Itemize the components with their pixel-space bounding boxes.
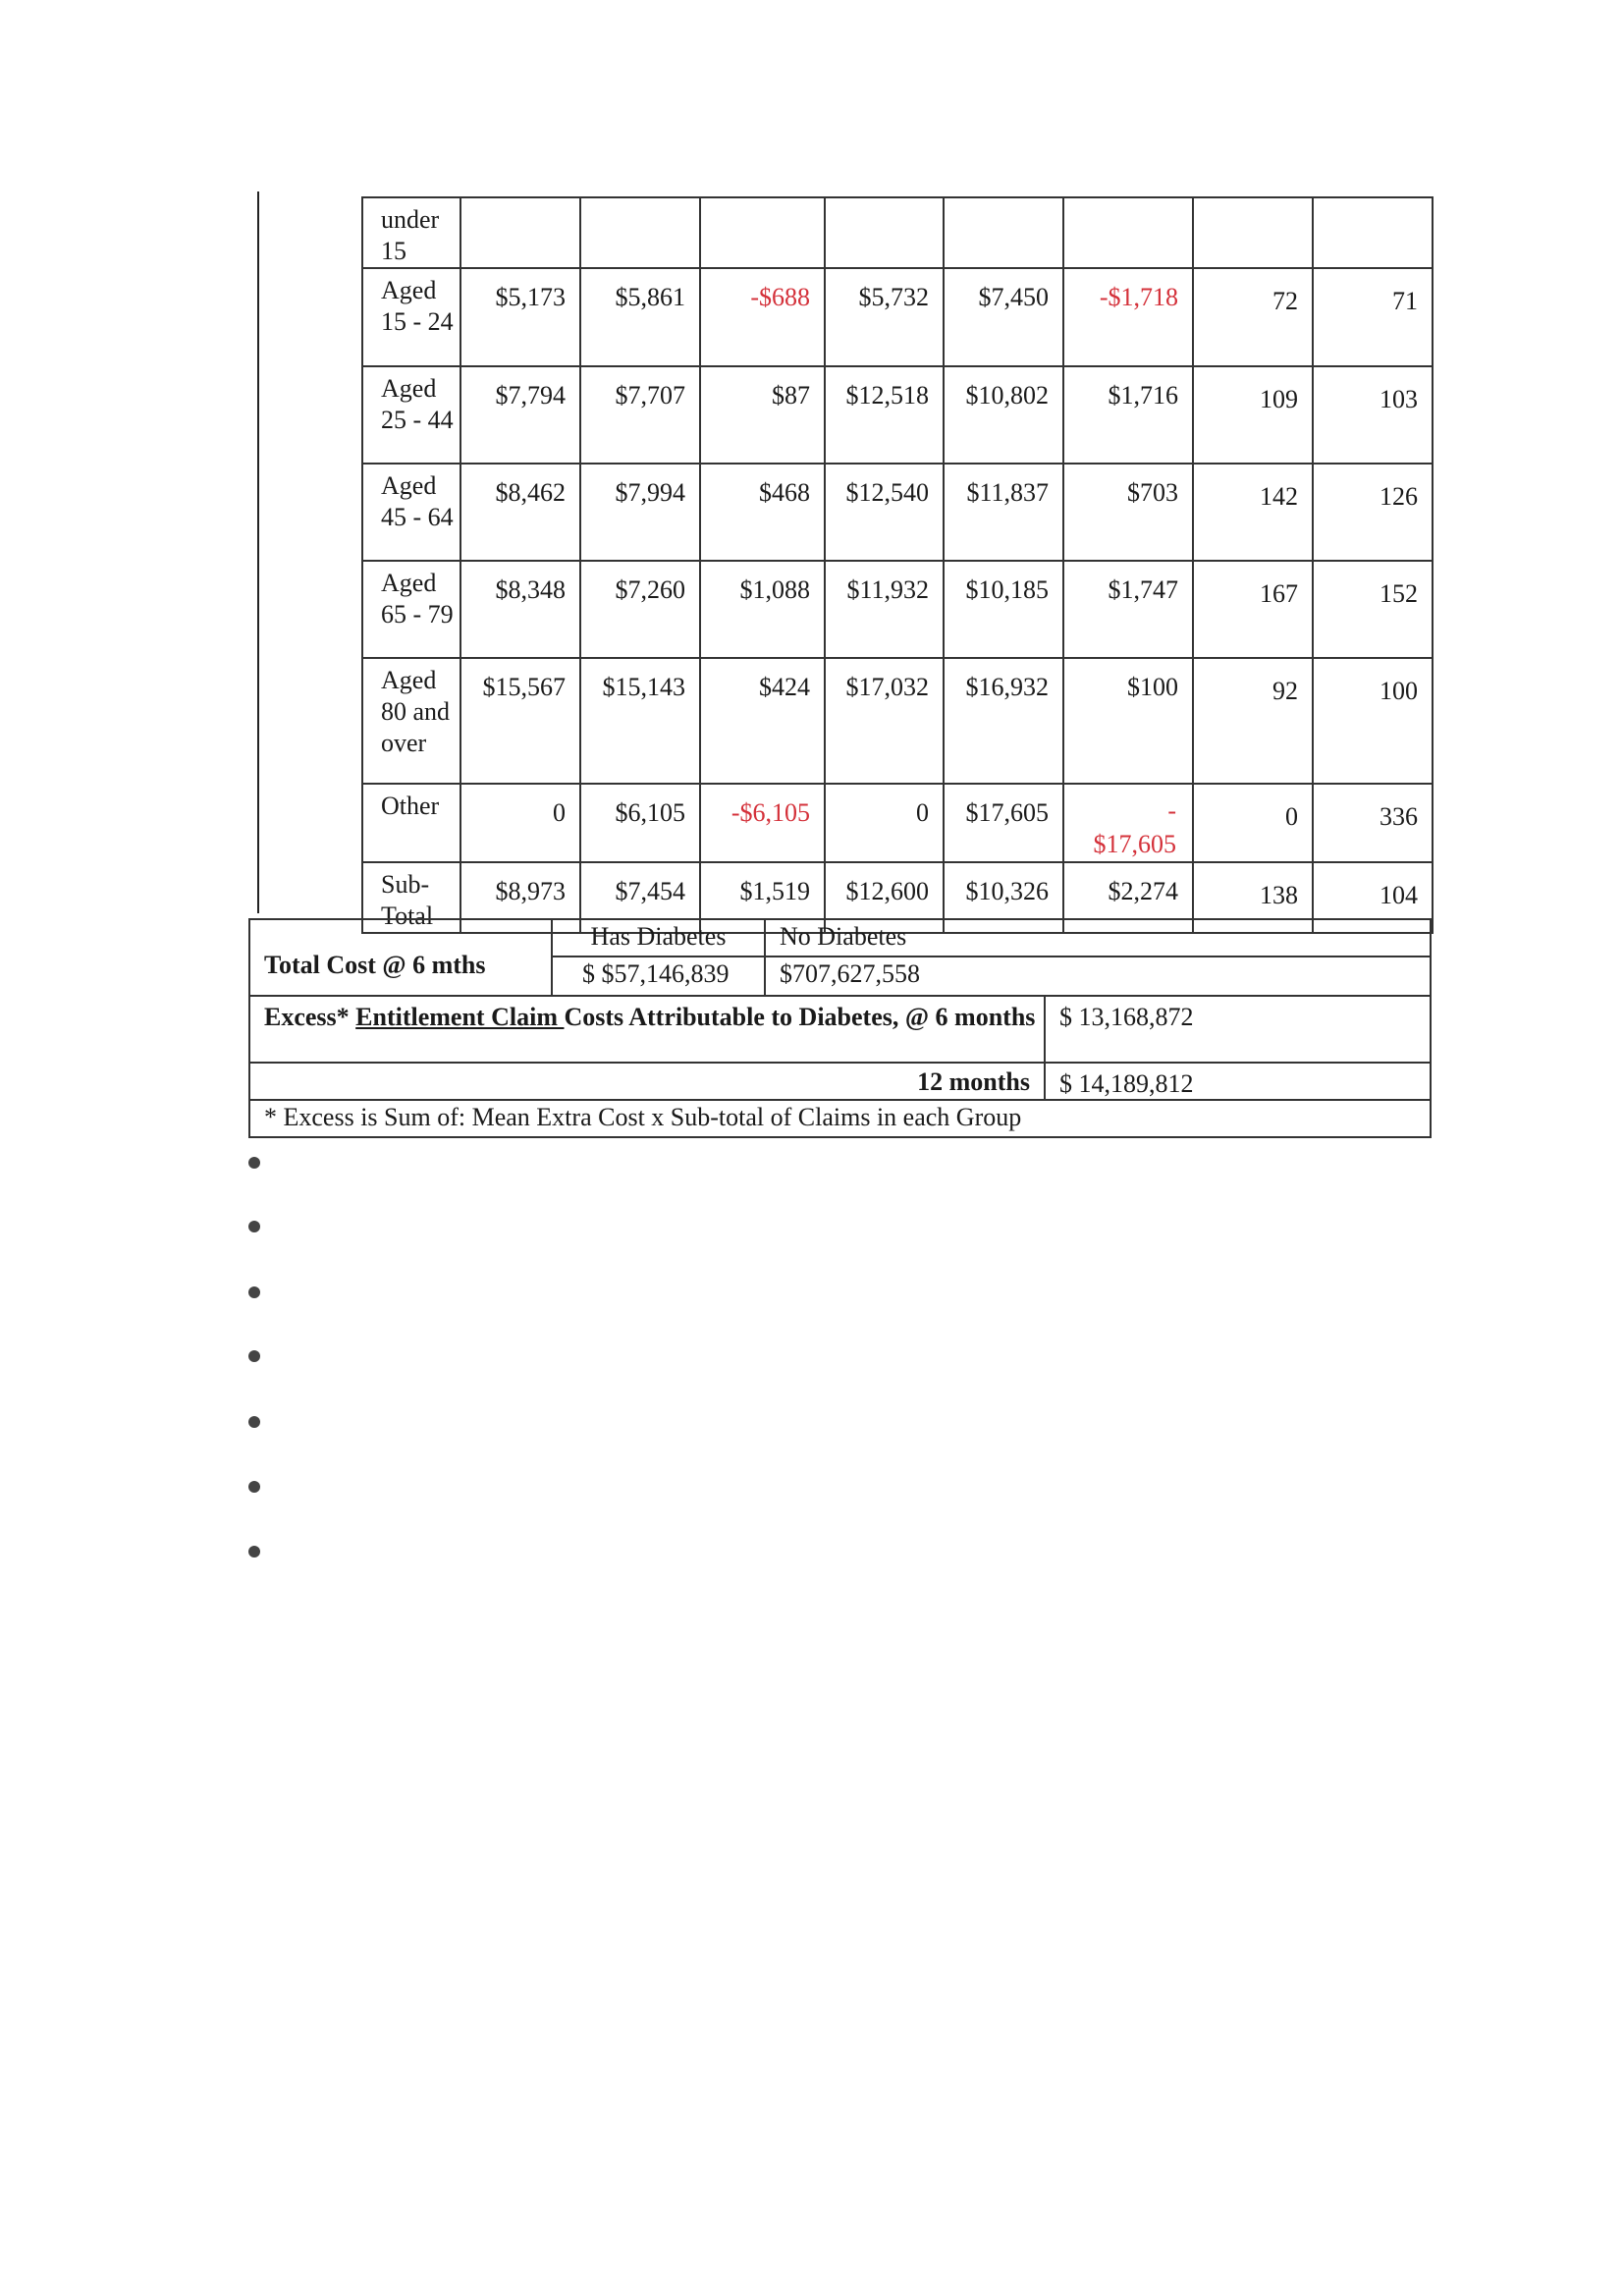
cell-count: 104 bbox=[1313, 862, 1433, 933]
cell: $15,143 bbox=[580, 658, 700, 784]
cell: $12,600 bbox=[825, 862, 944, 933]
has-diabetes-header: Has Diabetes bbox=[552, 919, 765, 957]
cell: $424 bbox=[700, 658, 825, 784]
cell: $12,540 bbox=[825, 464, 944, 561]
table-row bbox=[362, 268, 1433, 366]
bullet-icon bbox=[248, 1286, 260, 1298]
cell: $7,260 bbox=[580, 561, 700, 658]
cell: $87 bbox=[700, 366, 825, 464]
no-diabetes-header: No Diabetes bbox=[765, 919, 1431, 957]
row-label: Aged 45 - 64 bbox=[362, 464, 460, 561]
cell: $6,105 bbox=[580, 784, 700, 862]
cell-negative: -$688 bbox=[700, 268, 825, 366]
cell-negative bbox=[1063, 784, 1193, 862]
footnote: * Excess is Sum of: Mean Extra Cost x Sub-total of Claims in each Group bbox=[249, 1100, 1431, 1137]
bullet-icon bbox=[248, 1416, 260, 1428]
cell-count: 126 bbox=[1313, 464, 1433, 561]
cell: $15,567 bbox=[460, 658, 580, 784]
cell: $7,794 bbox=[460, 366, 580, 464]
row-label: Aged 65 - 79 bbox=[362, 561, 460, 658]
cell: $2,274 bbox=[1063, 862, 1193, 933]
cell-count: 0 bbox=[1193, 784, 1313, 862]
table-row bbox=[362, 658, 1433, 784]
cell: $1,747 bbox=[1063, 561, 1193, 658]
no-diabetes-value: $707,627,558 bbox=[765, 957, 1431, 996]
negative-amount: $17,605 bbox=[1093, 830, 1176, 858]
cell-count: 142 bbox=[1193, 464, 1313, 561]
row-label: Other bbox=[362, 784, 460, 862]
table-row bbox=[249, 919, 1431, 957]
cell-count: 103 bbox=[1313, 366, 1433, 464]
total-cost-label: Total Cost @ 6 mths bbox=[249, 919, 552, 996]
cell-negative: -$6,105 bbox=[700, 784, 825, 862]
cell-count: 100 bbox=[1313, 658, 1433, 784]
cell: $8,348 bbox=[460, 561, 580, 658]
cell: $10,802 bbox=[944, 366, 1063, 464]
excess-6-value: $ 13,168,872 bbox=[1045, 996, 1431, 1063]
table-row bbox=[362, 784, 1433, 862]
underlined-text: Entitlement Claim bbox=[355, 1003, 565, 1031]
cell-count: 138 bbox=[1193, 862, 1313, 933]
cell: $17,032 bbox=[825, 658, 944, 784]
cell: $1,519 bbox=[700, 862, 825, 933]
cell-count: 152 bbox=[1313, 561, 1433, 658]
cell-negative: -$1,718 bbox=[1063, 268, 1193, 366]
cell: $11,932 bbox=[825, 561, 944, 658]
excess-12-value: $ 14,189,812 bbox=[1045, 1063, 1431, 1100]
cell-count: 109 bbox=[1193, 366, 1313, 464]
cell: $7,454 bbox=[580, 862, 700, 933]
cell: $7,450 bbox=[944, 268, 1063, 366]
cost-table bbox=[361, 196, 1434, 934]
cell-count: 167 bbox=[1193, 561, 1313, 658]
cell: $1,088 bbox=[700, 561, 825, 658]
row-label: Aged 80 and over bbox=[362, 658, 460, 784]
row-label: under 15 bbox=[362, 197, 460, 268]
cell: 0 bbox=[460, 784, 580, 862]
negative-sign: - bbox=[1167, 796, 1176, 825]
cell: $1,716 bbox=[1063, 366, 1193, 464]
excess-label: Excess* Entitlement Claim Costs Attributable to Diabetes, @ 6 months bbox=[249, 996, 1045, 1063]
cell: $7,707 bbox=[580, 366, 700, 464]
cell: $468 bbox=[700, 464, 825, 561]
cell-count: 336 bbox=[1313, 784, 1433, 862]
cell: $5,732 bbox=[825, 268, 944, 366]
cell: $16,932 bbox=[944, 658, 1063, 784]
bullet-icon bbox=[248, 1221, 260, 1232]
cell: $8,973 bbox=[460, 862, 580, 933]
table-row bbox=[249, 996, 1431, 1063]
table-row bbox=[362, 197, 1433, 268]
bullet-icon bbox=[248, 1481, 260, 1493]
bullet-icon bbox=[248, 1157, 260, 1169]
cell: $100 bbox=[1063, 658, 1193, 784]
cell-count: 71 bbox=[1313, 268, 1433, 366]
table-row bbox=[362, 561, 1433, 658]
summary-table bbox=[248, 918, 1432, 1138]
has-diabetes-value: $ $57,146,839 bbox=[552, 957, 765, 996]
table-row bbox=[249, 1100, 1431, 1137]
cell: $5,173 bbox=[460, 268, 580, 366]
months-12-label: 12 months bbox=[249, 1063, 1045, 1100]
cell: $11,837 bbox=[944, 464, 1063, 561]
page-left-rule bbox=[257, 191, 259, 913]
cell: $10,326 bbox=[944, 862, 1063, 933]
bullet-icon bbox=[248, 1546, 260, 1558]
table-row bbox=[362, 464, 1433, 561]
table-row bbox=[362, 366, 1433, 464]
cell-count: 92 bbox=[1193, 658, 1313, 784]
row-label: Sub-Total bbox=[362, 862, 460, 933]
cell: $12,518 bbox=[825, 366, 944, 464]
bullet-icon bbox=[248, 1350, 260, 1362]
cell: $17,605 bbox=[944, 784, 1063, 862]
row-label: Aged 25 - 44 bbox=[362, 366, 460, 464]
cell-count: 72 bbox=[1193, 268, 1313, 366]
cell: $8,462 bbox=[460, 464, 580, 561]
table-row bbox=[249, 1063, 1431, 1100]
cell: $5,861 bbox=[580, 268, 700, 366]
cell: $703 bbox=[1063, 464, 1193, 561]
cell: $10,185 bbox=[944, 561, 1063, 658]
row-label: Aged 15 - 24 bbox=[362, 268, 460, 366]
cell: $7,994 bbox=[580, 464, 700, 561]
cell: 0 bbox=[825, 784, 944, 862]
